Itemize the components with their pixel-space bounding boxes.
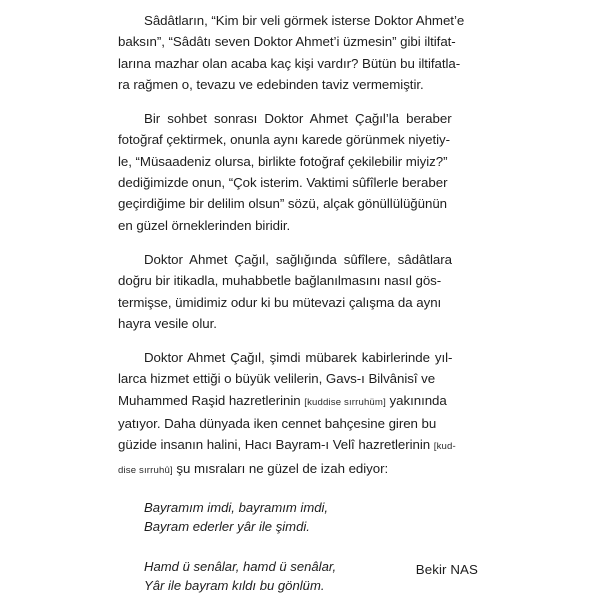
poem-stanza-1	[144, 498, 478, 537]
text-run: Sâdâtların, “Kim bir veli görmek isterse Doktor Ahmet’e	[144, 13, 465, 28]
paragraph-2-line-3: le, “Müsaadeniz olursa, birlikte fotoğraf çekilebilir miyiz?”	[118, 153, 448, 169]
paragraph-1-line-3: larına mazhar olan acaba kaç kişi vardır? Bütün bu iltifatla-	[118, 55, 461, 71]
text-run: Doktor Ahmet Çağıl, şimdi mübarek kabirlerinde yıl-	[144, 350, 453, 366]
honorific-kuddise-part1: [kud-	[433, 441, 456, 453]
paragraph-4-line-3	[118, 390, 478, 413]
author-signature: Bekir NAS	[415, 562, 478, 577]
honorific-kuddise-sirruhum: [kuddise sırruhüm]	[304, 396, 386, 408]
poem-line-2: Bayram ederler yâr ile şimdi.	[144, 519, 310, 535]
paragraph-1-line-2: baksın”, “Sâdâtı seven Doktor Ahmet’i üzmesin” gibi iltifat-	[118, 34, 456, 50]
paragraph-1-line-1	[118, 10, 478, 31]
poem-line-3: Hamd ü senâlar, hamd ü senâlar,	[144, 558, 337, 574]
paragraph-2-line-6: en güzel örneklerinden biridir.	[118, 217, 291, 233]
paragraph-3-line-1	[118, 249, 478, 270]
paragraph-4-line-4: yatıyor. Daha dünyada iken cennet bahçesine giren bu	[118, 416, 437, 432]
paragraph-4-line-1	[118, 347, 478, 368]
text-run: yakınında	[385, 392, 447, 408]
paragraph-1-line-4: ra rağmen o, tevazu ve edebinden taviz vermemiştir.	[118, 76, 424, 92]
paragraph-3-line-3: termişse, ümidimiz odur ki bu mütevazi çalışma da aynı	[118, 294, 442, 310]
paragraph-4-line-5	[118, 434, 478, 457]
paragraph-4-line-6	[118, 458, 478, 481]
paragraph-2-line-4: dediğimizde onun, “Çok isterim. Vaktimi sûfîlerle beraber	[118, 175, 448, 191]
honorific-kuddise-part2: dise sırruhû]	[118, 464, 173, 476]
text-run: güzide insanın halini, Hacı Bayram-ı Velî hazretlerinin	[118, 437, 434, 453]
text-run: Muhammed Raşid hazretlerinin	[118, 392, 305, 408]
paragraph-1	[118, 10, 478, 95]
poem-block	[118, 498, 478, 596]
poem-line-4: Yâr ile bayram kıldı bu gönlüm.	[144, 578, 325, 594]
paragraph-4	[118, 347, 478, 481]
text-run: şu mısraları ne güzel de izah ediyor:	[172, 460, 389, 476]
text-run: Bir sohbet sonrası Doktor Ahmet Çağıl’la beraber	[144, 111, 452, 127]
paragraph-2-line-5: geçirdiğime bir delilim olsun” sözü, alçak gönüllülüğünün	[118, 196, 448, 212]
body-text-block	[118, 10, 478, 596]
paragraph-2-line-2: fotoğraf çektirmek, onunla aynı karede görünmek niyetiy-	[118, 132, 451, 148]
paragraph-2-line-1	[118, 108, 478, 129]
paragraph-2	[118, 108, 478, 236]
paragraph-4-line-2: larca hizmet ettiği o büyük velilerin, Gavs-ı Bilvânisî ve	[118, 371, 436, 387]
text-run: Doktor Ahmet Çağıl, sağlığında sûfîlere, sâdâtlara	[144, 251, 452, 267]
paragraph-3	[118, 249, 478, 334]
paragraph-3-line-2: doğru bir itikadla, muhabbetle bağlanılmasını nasıl gös-	[118, 273, 442, 289]
paragraph-3-line-4: hayra vesile olur.	[118, 315, 217, 331]
poem-line-1: Bayramım imdi, bayramım imdi,	[144, 499, 329, 515]
